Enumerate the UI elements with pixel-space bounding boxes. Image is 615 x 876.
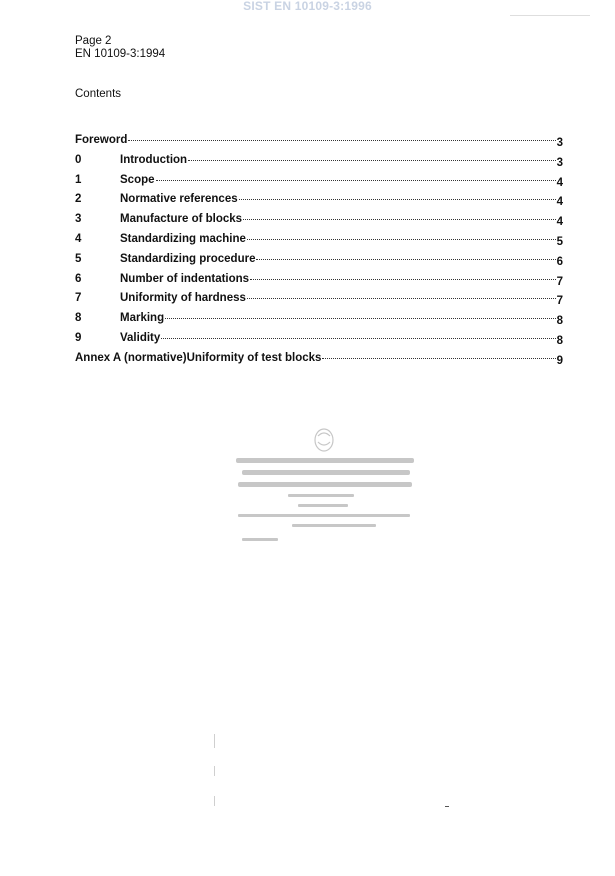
- toc-entry-standardizing-procedure[interactable]: [75, 253, 563, 273]
- toc-entry-page: 6: [556, 255, 563, 268]
- toc-entry-page: 7: [556, 275, 563, 288]
- toc-entry-page: 7: [556, 295, 563, 308]
- scan-artifact: [214, 734, 215, 748]
- toc-entry-title: Standardizing procedure: [120, 252, 256, 265]
- toc-entry-annex-a[interactable]: [75, 352, 563, 372]
- scan-artifact: [214, 796, 215, 806]
- toc-entry-manufacture-of-blocks[interactable]: [75, 213, 563, 233]
- toc-entry-title: Validity: [120, 331, 161, 344]
- toc-entry-standardizing-machine[interactable]: [75, 233, 563, 253]
- toc-entry-title: Introduction: [120, 153, 188, 166]
- dot-leader: [250, 279, 556, 280]
- scan-artifact: [510, 15, 590, 16]
- dot-leader: [188, 160, 556, 161]
- toc-entry-page: 5: [556, 235, 563, 248]
- toc-entry-number: 1: [75, 173, 82, 186]
- toc-entry-title: Foreword: [75, 134, 128, 146]
- dot-leader: [165, 318, 556, 319]
- toc-entry-number: 6: [75, 272, 82, 285]
- toc-entry-number: 8: [75, 312, 82, 325]
- toc-entry-title: Scope: [120, 173, 155, 186]
- faded-library-stamp-icon: [232, 428, 417, 558]
- toc-entry-number: 7: [75, 292, 82, 305]
- table-of-contents: [75, 134, 563, 372]
- page-header: [75, 35, 165, 61]
- toc-entry-title: Uniformity of hardness: [120, 292, 246, 305]
- dot-leader: [128, 140, 555, 141]
- toc-entry-number: 2: [75, 193, 82, 206]
- toc-entry-page: 3: [556, 156, 563, 169]
- toc-entry-page: 4: [556, 176, 563, 189]
- dot-leader: [322, 358, 555, 359]
- toc-entry-title: Number of indentations: [120, 272, 250, 285]
- scan-artifact: [445, 806, 449, 807]
- toc-entry-number: 5: [75, 252, 82, 265]
- standard-reference: EN 10109-3:1994: [75, 48, 166, 60]
- toc-entry-title: Normative references: [120, 193, 238, 206]
- page-number: Page 2: [75, 35, 112, 47]
- toc-entry-page: 3: [556, 137, 563, 149]
- watermark: SIST EN 10109-3:1996: [243, 0, 372, 13]
- toc-entry-number: 4: [75, 232, 82, 245]
- dot-leader: [247, 298, 556, 299]
- toc-entry-introduction[interactable]: [75, 154, 563, 174]
- toc-entry-normative-references[interactable]: [75, 193, 563, 213]
- toc-entry-scope[interactable]: [75, 174, 563, 194]
- toc-entry-page: 4: [556, 216, 563, 229]
- toc-entry-foreword[interactable]: [75, 134, 563, 154]
- toc-entry-page: 8: [556, 315, 563, 328]
- dot-leader: [161, 338, 555, 339]
- toc-entry-page: 8: [556, 334, 563, 347]
- toc-entry-title: Annex A (normative)Uniformity of test blocks: [75, 351, 322, 364]
- dot-leader: [156, 180, 556, 181]
- toc-entry-validity[interactable]: [75, 332, 563, 352]
- toc-entry-number: 9: [75, 331, 82, 344]
- toc-entry-number: 3: [75, 213, 82, 226]
- toc-entry-page: 9: [556, 354, 563, 367]
- contents-heading: Contents: [75, 88, 122, 100]
- toc-entry-number: 0: [75, 153, 82, 166]
- scan-artifact: [214, 766, 215, 776]
- toc-entry-uniformity-of-hardness[interactable]: [75, 292, 563, 312]
- toc-entry-title: Standardizing machine: [120, 232, 246, 245]
- toc-entry-number-of-indentations[interactable]: [75, 273, 563, 293]
- dot-leader: [243, 219, 556, 220]
- toc-entry-marking[interactable]: [75, 312, 563, 332]
- toc-entry-title: Marking: [120, 312, 165, 325]
- dot-leader: [256, 259, 555, 260]
- toc-entry-page: 4: [556, 196, 563, 209]
- dot-leader: [247, 239, 556, 240]
- dot-leader: [239, 199, 556, 200]
- toc-entry-title: Manufacture of blocks: [120, 213, 243, 226]
